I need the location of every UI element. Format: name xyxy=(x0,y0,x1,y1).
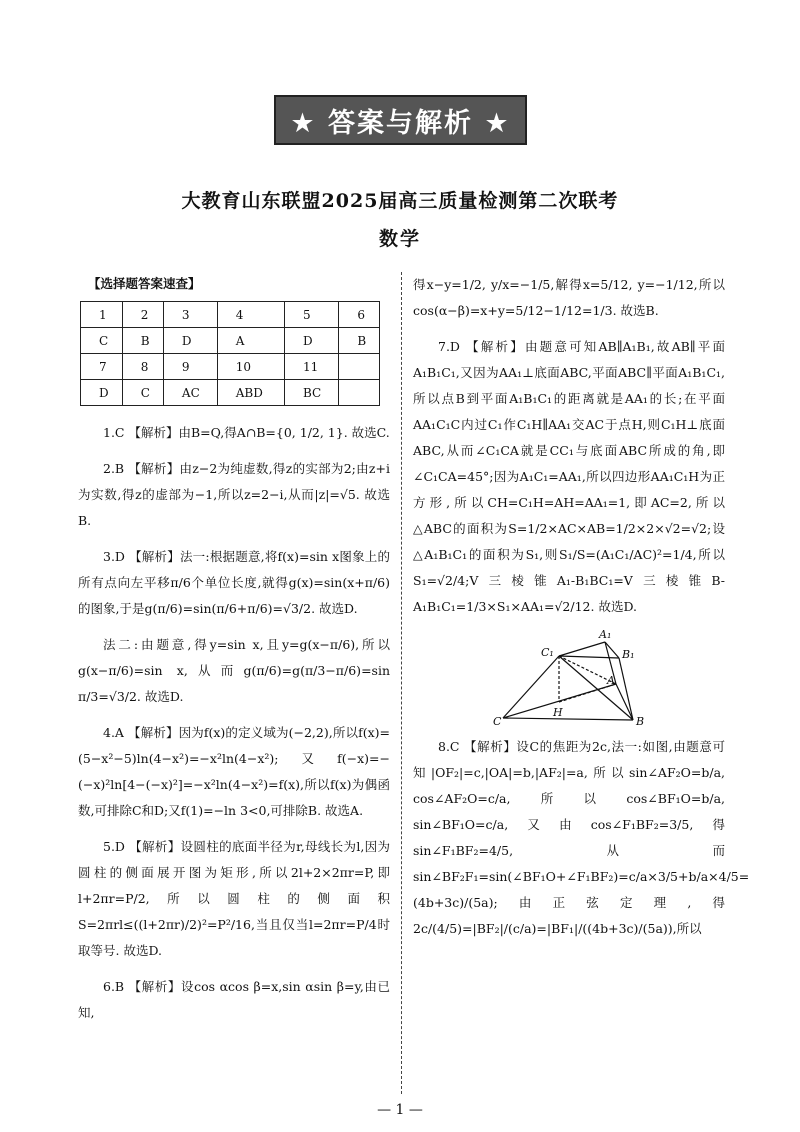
table-cell: 9 xyxy=(163,354,217,380)
label-C1: C₁ xyxy=(541,646,554,659)
answer-q6-cont: 得x−y=1/2, y/x=−1/5,解得x=5/12, y=−1/12,所以cos(α−β)=x+y=5/12−1/12=1/3. 故选B. xyxy=(413,277,725,318)
answer-banner xyxy=(274,95,527,145)
subject-title: 数学 xyxy=(378,228,421,250)
table-cell: BC xyxy=(285,380,339,406)
table-row xyxy=(81,328,380,354)
label-B1: B₁ xyxy=(622,648,635,661)
table-cell: D xyxy=(285,328,339,354)
answer-q8: 8.C 【解析】设C的焦距为2c,法一:如图,由题意可知|OF₂|=c,|OA|=b,|AF₂|=a,所以sin∠AF₂O=b/a, cos∠AF₂O=c/a,所以cos∠BF₁O=b/a, sin∠BF₁O=c/a,又由cos∠F₁BF₂=3/5,得sin∠F₁BF₂=4/5,从而sin∠BF₂F₁=sin(∠BF₁O+∠F₁BF₂)=c/a×3/5+b/a×4/5=(4b+3c)/(5a);由正弦定理,得2c/(4/5)=|BF₂|/(c/a)=|BF₁|/((4b+3c)/(5a)),所以 xyxy=(413,739,750,936)
table-cell xyxy=(339,354,380,380)
answer-q5: 5.D 【解析】设圆柱的底面半径为r,母线长为l,因为圆柱的侧面展开图为矩形,所以2l+2×2πr=P,即l+2πr=P/2,所以圆柱的侧面积S=2πrl≤((l+2πr)/2)²=P²/16,当且仅当l=2πr=P/4时取等号. 故选D. xyxy=(78,839,390,958)
answer-q3-method2: 法二:由题意,得y=sin x,且y=g(x−π/6),所以g(x−π/6)=sin x,从而g(π/6)=g(π/3−π/6)=sin π/3=√3/2. 故选D. xyxy=(78,637,390,704)
table-cell: 11 xyxy=(285,354,339,380)
table-cell: 4 xyxy=(217,302,284,328)
answer-q6-start: 6.B 【解析】设cos αcos β=x,sin αsin β=y,由已知, xyxy=(78,979,390,1020)
left-column xyxy=(78,272,390,1026)
table-cell: 5 xyxy=(285,302,339,328)
table-cell: 3 xyxy=(163,302,217,328)
table-row xyxy=(81,302,380,328)
label-A: A xyxy=(607,674,615,687)
label-B: B xyxy=(636,715,645,726)
table-cell: AC xyxy=(163,380,217,406)
answer-q1: 1.C 【解析】由B=Q,得A∩B={0, 1/2, 1}. 故选C. xyxy=(103,425,390,440)
answer-q4: 4.A 【解析】因为f(x)的定义域为(−2,2),所以f(x)=(5−x²−5)ln(4−x²)=−x²ln(4−x²);又f(−x)=−(−x)²ln[4−(−x)²]=−x²ln(4−x²)=f(x),所以f(x)为偶函数,可排除C和D;又f(1)=−ln 3<0,可排除B. 故选A. xyxy=(78,725,390,818)
section-label: 【选择题答案速查】 xyxy=(88,276,201,291)
table-cell: 7 xyxy=(81,354,123,380)
table-cell: B xyxy=(122,328,163,354)
table-cell: D xyxy=(81,380,123,406)
prism-figure xyxy=(493,626,653,726)
page-number: — 1 — xyxy=(377,1102,423,1118)
table-cell: C xyxy=(81,328,123,354)
table-cell: A xyxy=(217,328,284,354)
label-C: C xyxy=(493,715,502,726)
table-cell: 2 xyxy=(122,302,163,328)
answer-q7: 7.D 【解析】由题意可知AB∥A₁B₁,故AB∥平面A₁B₁C₁,又因为AA₁⊥底面ABC,平面ABC∥平面A₁B₁C₁,所以点B到平面A₁B₁C₁的距离就是AA₁的长;在平面AA₁C₁C内过C₁作C₁H∥AA₁交AC于点H,则C₁H⊥底面ABC,从而∠C₁CA就是CC₁与底面ABC所成的角,即∠C₁CA=45°;因为A₁C₁=AA₁,所以四边形AA₁C₁H为正方形,所以CH=C₁H=AH=AA₁=1,即AC=2,所以△ABC的面积为S=1/2×AC×AB=1/2×2×√2=√2;设△A₁B₁C₁的面积为S₁,则S₁/S=(A₁C₁/AC)²=1/4,所以S₁=√2/4;V三棱锥A₁-B₁BC₁=V三棱锥B-A₁B₁C₁=1/3×S₁×AA₁=√2/12. 故选D. xyxy=(413,339,725,614)
column-divider xyxy=(401,272,402,1094)
table-cell: ABD xyxy=(217,380,284,406)
banner-text: ★ 答案与解析 ★ xyxy=(290,107,511,139)
label-A1: A₁ xyxy=(599,628,612,641)
exam-title: 大教育山东联盟2025届高三质量检测第二次联考 xyxy=(181,190,619,212)
table-cell: 10 xyxy=(217,354,284,380)
table-cell: 8 xyxy=(122,354,163,380)
answer-q2: 2.B 【解析】由z−2为纯虚数,得z的实部为2;由z+i为实数,得z的虚部为−1,所以z=2−i,从而|z|=√5. 故选B. xyxy=(78,461,390,528)
answer-q3-method1: 3.D 【解析】法一:根据题意,将f(x)=sin x图象上的所有点向左平移π/6个单位长度,就得g(x)=sin(x+π/6)的图象,于是g(π/6)=sin(π/6+π/6)=√3/2. 故选D. xyxy=(78,549,390,616)
table-cell: 6 xyxy=(339,302,380,328)
answer-table xyxy=(80,301,380,406)
table-row xyxy=(81,380,380,406)
table-row xyxy=(81,354,380,380)
table-cell: D xyxy=(163,328,217,354)
table-cell: C xyxy=(122,380,163,406)
table-cell: 1 xyxy=(81,302,123,328)
table-cell: B xyxy=(339,328,380,354)
right-column xyxy=(413,272,750,942)
label-H: H xyxy=(553,706,563,719)
table-cell xyxy=(339,380,380,406)
